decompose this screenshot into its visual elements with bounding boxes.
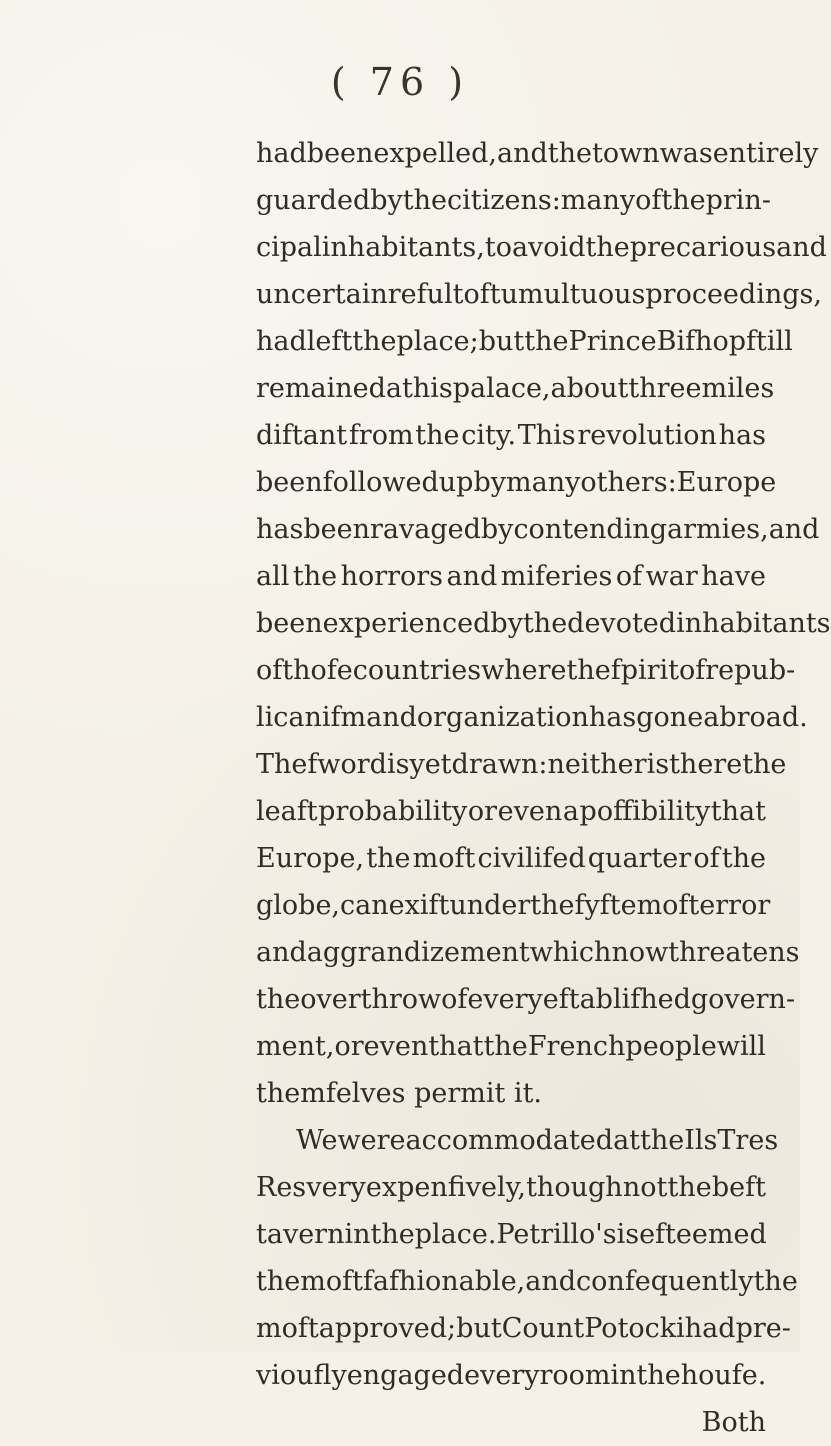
word: where xyxy=(481,655,567,686)
word: the xyxy=(483,1031,528,1062)
text-line xyxy=(256,788,766,835)
word: abroad. xyxy=(703,702,808,733)
word: at xyxy=(385,373,413,404)
word: Petrillo's xyxy=(496,1219,617,1250)
word: drawn: xyxy=(451,749,548,780)
word: fyftem xyxy=(574,890,663,921)
word: countries xyxy=(352,655,482,686)
word: palace, xyxy=(452,373,551,404)
word: experienced xyxy=(322,608,491,639)
text-line xyxy=(256,1023,766,1070)
word: engaged xyxy=(346,1360,465,1391)
word: by xyxy=(370,185,403,216)
word: the xyxy=(402,185,447,216)
word: of xyxy=(615,561,643,592)
word: of xyxy=(693,843,720,874)
word: the xyxy=(640,1125,685,1156)
word: by xyxy=(490,608,523,639)
word: but xyxy=(478,326,525,357)
word: Bifhop xyxy=(656,326,747,357)
word: armies, xyxy=(667,514,769,545)
word: is xyxy=(616,1219,640,1250)
word: precarious xyxy=(629,232,777,263)
word: the xyxy=(585,232,630,263)
word: is xyxy=(386,749,410,780)
word: ravaged xyxy=(369,514,481,545)
word: not xyxy=(622,1172,668,1203)
word: govern- xyxy=(690,984,796,1015)
word: organization xyxy=(416,702,589,733)
word: even xyxy=(497,796,563,827)
word: the xyxy=(524,326,569,357)
word: leaft xyxy=(256,796,318,827)
word: and xyxy=(768,514,820,545)
word: though xyxy=(526,1172,623,1203)
word: Count xyxy=(501,1313,585,1344)
text-line xyxy=(256,553,766,600)
word: every xyxy=(464,1360,540,1391)
word: Europe, xyxy=(256,843,365,874)
word: quarter xyxy=(587,843,692,874)
word: many xyxy=(506,467,581,498)
word: fpirit xyxy=(610,655,680,686)
word: and xyxy=(366,702,417,733)
text-line xyxy=(256,1164,766,1211)
word: gone xyxy=(636,702,704,733)
word: to xyxy=(484,232,512,263)
word: proceedings, xyxy=(645,279,822,310)
word: poffibility xyxy=(579,796,711,827)
word: the xyxy=(547,138,593,169)
word: licanifm xyxy=(256,702,367,733)
text-line xyxy=(256,506,820,553)
word: the xyxy=(721,843,766,874)
text-line xyxy=(256,694,808,741)
word: the xyxy=(352,326,397,357)
word: the xyxy=(415,420,460,451)
word: room xyxy=(539,1360,611,1391)
word: threatens xyxy=(668,937,800,968)
word: but xyxy=(456,1313,502,1344)
word: devoted xyxy=(567,608,677,639)
word: French xyxy=(527,1031,626,1062)
word: moft xyxy=(300,1266,363,1297)
word: even xyxy=(363,1031,429,1062)
word: left xyxy=(306,326,353,357)
word: in xyxy=(344,1219,371,1250)
word: a xyxy=(562,796,579,827)
word: war xyxy=(645,561,698,592)
text-line xyxy=(256,600,831,647)
word: fword xyxy=(307,749,387,780)
word: ment, xyxy=(256,1031,335,1062)
word: the xyxy=(566,655,611,686)
word: had xyxy=(256,326,307,357)
word: yet xyxy=(409,749,452,780)
word: people xyxy=(625,1031,717,1062)
word: and xyxy=(256,937,307,968)
word: We xyxy=(296,1125,338,1156)
word: the xyxy=(636,1360,681,1391)
word: the xyxy=(256,1266,301,1297)
word: or xyxy=(467,796,498,827)
word: probability xyxy=(318,796,468,827)
word: contending xyxy=(513,514,668,545)
text-line xyxy=(256,1352,766,1399)
word: every xyxy=(467,984,543,1015)
word: the xyxy=(667,1172,712,1203)
word: civilifed xyxy=(477,843,586,874)
word: cipal xyxy=(256,232,322,263)
text-line xyxy=(256,1258,798,1305)
word: of xyxy=(635,185,662,216)
text-line: themfelves permit it. xyxy=(256,1078,543,1109)
word: neither xyxy=(547,749,647,780)
word: miles xyxy=(701,373,775,404)
word: all xyxy=(256,561,290,592)
word: exift xyxy=(388,890,450,921)
word: moft xyxy=(256,1313,319,1344)
word: globe, xyxy=(256,890,341,921)
word: others: xyxy=(580,467,677,498)
text-line xyxy=(256,271,822,318)
word: the xyxy=(753,1266,798,1297)
word: his xyxy=(412,373,453,404)
word: Europe xyxy=(676,467,777,498)
word: approved; xyxy=(318,1313,457,1344)
word: thofe xyxy=(282,655,353,686)
word: Prince xyxy=(568,326,657,357)
word: ftill xyxy=(746,326,793,357)
text-line xyxy=(256,318,793,365)
word: refult xyxy=(387,279,464,310)
word: followed xyxy=(322,467,439,498)
text-line xyxy=(256,647,796,694)
word: entirely xyxy=(712,138,819,169)
word: now xyxy=(611,937,669,968)
word: prin- xyxy=(705,185,771,216)
text-line xyxy=(256,459,777,506)
text-line xyxy=(256,130,819,177)
word: that xyxy=(710,796,766,827)
word: fafhionable, xyxy=(362,1266,526,1297)
word: at xyxy=(613,1125,641,1156)
word: avoid xyxy=(511,232,586,263)
word: has xyxy=(256,514,304,545)
text-line xyxy=(256,1305,791,1352)
word: diftant xyxy=(256,420,348,451)
word: in xyxy=(610,1360,637,1391)
word: inhabitants, xyxy=(321,232,485,263)
word: pre- xyxy=(735,1313,791,1344)
word: been xyxy=(306,138,374,169)
word: been xyxy=(303,514,370,545)
word: which xyxy=(529,937,612,968)
word: the xyxy=(742,749,787,780)
word: has xyxy=(718,420,766,451)
word: Res xyxy=(256,1172,307,1203)
word: repub- xyxy=(705,655,796,686)
word: by xyxy=(480,514,514,545)
word: tavern xyxy=(256,1219,345,1250)
word: and xyxy=(525,1266,577,1297)
word: or xyxy=(334,1031,364,1062)
word: accommodated xyxy=(405,1125,614,1156)
word: horrors xyxy=(340,561,444,592)
word: and xyxy=(497,138,548,169)
word: Ils xyxy=(684,1125,718,1156)
word: overthrow xyxy=(300,984,442,1015)
word: houfe. xyxy=(680,1360,767,1391)
text-line xyxy=(256,1211,766,1258)
word: revolution xyxy=(577,420,717,451)
word: of xyxy=(441,984,468,1015)
word: had xyxy=(684,1313,736,1344)
word: were xyxy=(337,1125,406,1156)
text-line xyxy=(256,835,766,882)
word: town xyxy=(592,138,660,169)
word: about xyxy=(550,373,629,404)
text-line xyxy=(256,929,800,976)
word: tumultuous xyxy=(489,279,646,310)
word: city. xyxy=(461,420,517,451)
word: Tres xyxy=(717,1125,779,1156)
word: vioufly xyxy=(256,1360,347,1391)
text-line xyxy=(256,365,775,412)
word: of xyxy=(463,279,490,310)
word: place; xyxy=(396,326,479,357)
text-line xyxy=(256,224,827,271)
word: is xyxy=(646,749,670,780)
word: moft xyxy=(412,843,476,874)
word: uncertain xyxy=(256,279,388,310)
word: was xyxy=(659,138,713,169)
word: terror xyxy=(688,890,771,921)
word: guarded xyxy=(256,185,371,216)
word: the xyxy=(366,843,411,874)
word: place. xyxy=(414,1219,497,1250)
text-line xyxy=(256,976,796,1023)
word: been xyxy=(256,608,323,639)
word: under xyxy=(449,890,531,921)
word: eftablifhed xyxy=(542,984,691,1015)
text-line xyxy=(256,741,787,788)
word: remained xyxy=(256,373,386,404)
word: expelled, xyxy=(373,138,498,169)
word: up xyxy=(438,467,474,498)
word: miferies xyxy=(500,561,613,592)
catchword: Both xyxy=(701,1407,766,1438)
word: the xyxy=(661,185,706,216)
word: been xyxy=(256,467,323,498)
word: and xyxy=(446,561,498,592)
word: of xyxy=(662,890,689,921)
word: This xyxy=(517,420,576,451)
word: had xyxy=(256,138,307,169)
word: Potocki xyxy=(584,1313,685,1344)
word: the xyxy=(370,1219,415,1250)
word: of xyxy=(679,655,706,686)
word: many xyxy=(560,185,636,216)
text-line xyxy=(256,1117,779,1164)
word: there xyxy=(669,749,743,780)
word: expenfively, xyxy=(365,1172,526,1203)
word: and xyxy=(776,232,827,263)
word: aggrandizement xyxy=(306,937,530,968)
word: by xyxy=(473,467,507,498)
word: the xyxy=(292,561,338,592)
word: the xyxy=(522,608,568,639)
word: The xyxy=(256,749,308,780)
word: citizens: xyxy=(447,185,561,216)
text-line xyxy=(256,412,766,459)
word: three xyxy=(628,373,702,404)
page-number: ( 76 ) xyxy=(330,60,470,104)
word: inhabitants xyxy=(676,608,831,639)
word: efteemed xyxy=(639,1219,767,1250)
word: will xyxy=(716,1031,766,1062)
word: of xyxy=(256,655,283,686)
word: confequently xyxy=(576,1266,754,1297)
word: that xyxy=(428,1031,484,1062)
text-line xyxy=(256,177,771,224)
body-text xyxy=(256,130,831,1446)
word: has xyxy=(588,702,637,733)
word: the xyxy=(256,984,301,1015)
word: have xyxy=(701,561,766,592)
word: the xyxy=(530,890,575,921)
word: from xyxy=(348,420,414,451)
word: can xyxy=(340,890,389,921)
word: beft xyxy=(711,1172,766,1203)
text-line xyxy=(256,882,771,929)
word: very xyxy=(306,1172,366,1203)
